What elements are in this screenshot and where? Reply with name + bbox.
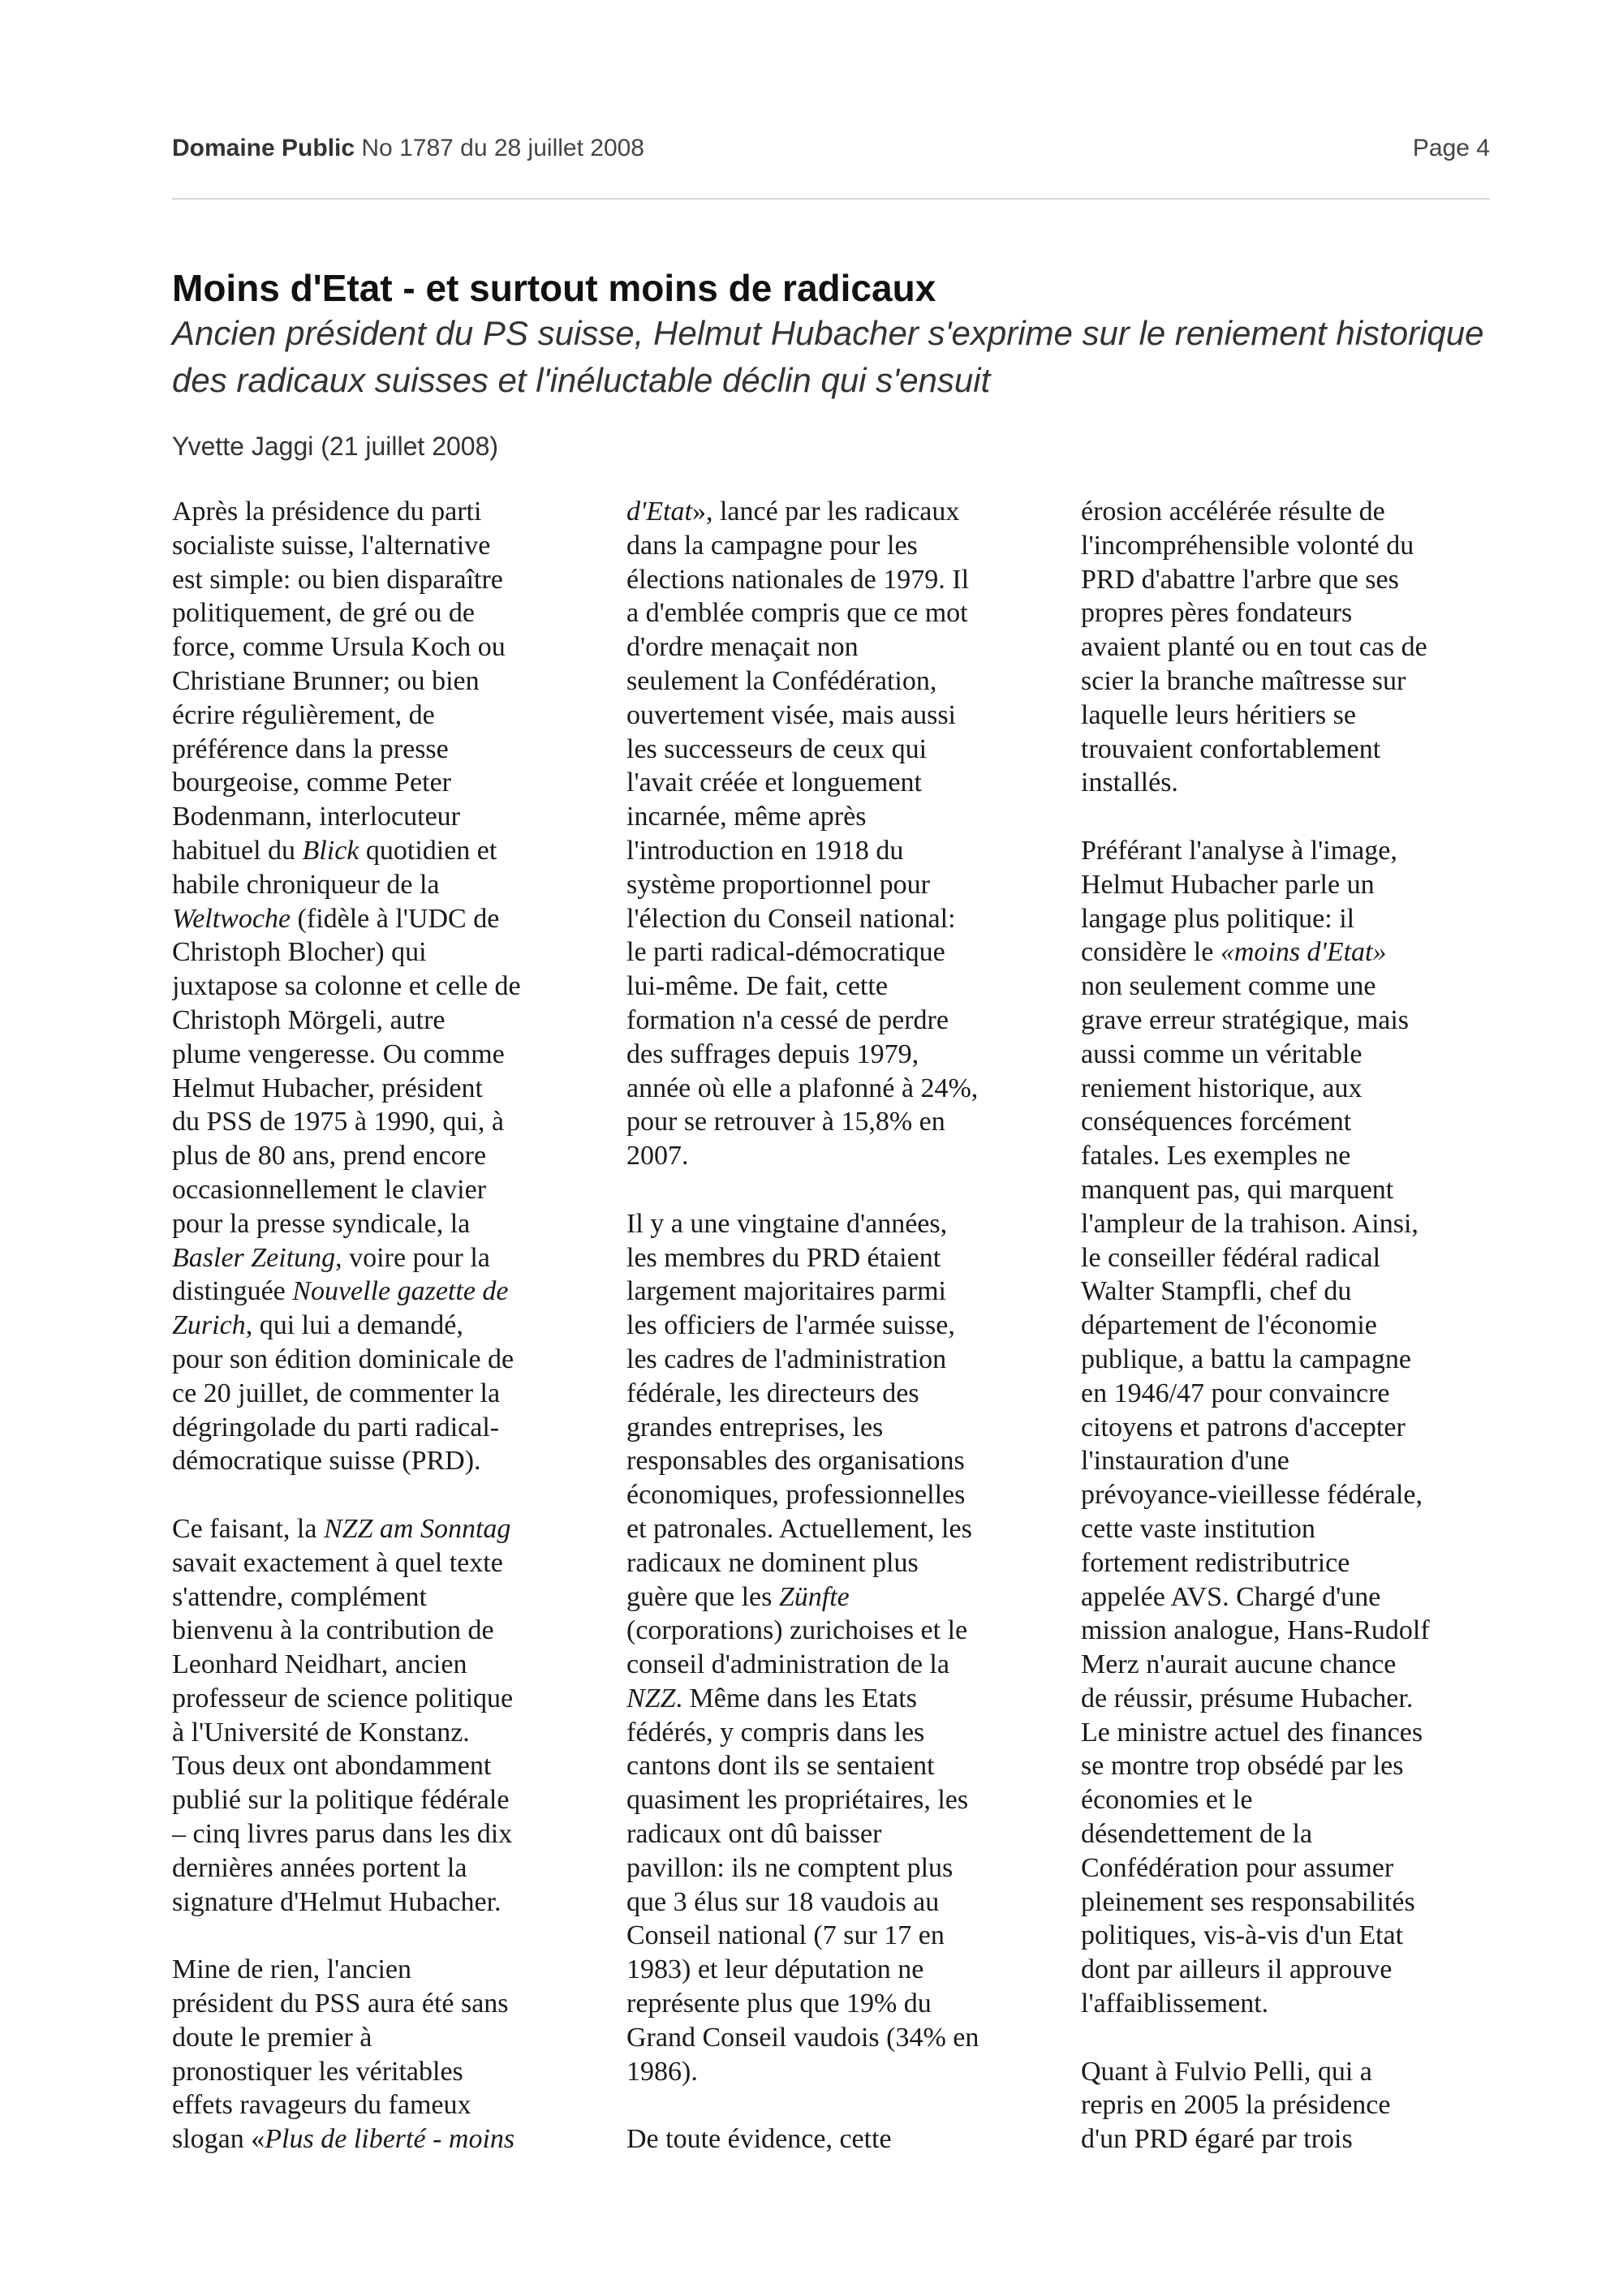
italic-text: Blick [302,835,359,866]
text-line: Confédération pour assumer [1081,1852,1394,1883]
article-body [172,495,1503,2158]
text-line: (corporations) zurichoises et le [626,1615,968,1646]
text-line: formation n'a cessé de perdre [626,1004,949,1035]
text-line: que 3 élus sur 18 vaudois au [626,1886,940,1917]
text-line: Le ministre actuel des finances [1081,1717,1423,1748]
text-line: avaient planté ou en tout cas de [1081,632,1427,663]
text-line: l'ampleur de la trahison. Ainsi, [1081,1208,1419,1239]
text-line: occasionnellement le clavier [172,1174,487,1205]
paragraph [1081,2055,1503,2156]
text-line: installés. [1081,767,1178,798]
text-line: Helmut Hubacher parle un [1081,869,1375,900]
text-line: radicaux ont dû baisser [626,1819,882,1850]
text-line: se montre trop obsédé par les [1081,1751,1404,1782]
text-line: Helmut Hubacher, président [172,1073,483,1103]
italic-text: d'Etat [626,497,692,527]
text-line: juxtapose sa colonne et celle de [172,971,521,1002]
text-line: dans la campagne pour les [626,530,918,561]
paragraph [626,495,1048,1173]
text-line: politiques, vis-à-vis d'un Etat [1081,1920,1404,1951]
paragraph [626,1207,1048,2089]
text-line: le parti radical-démocratique [626,937,945,968]
text-line: et patronales. Actuellement, les [626,1513,972,1544]
text-line: économies et le [1081,1785,1253,1816]
text-line: système proportionnel pour [626,869,930,900]
text-line: l'avait créée et longuement [626,767,922,798]
italic-text: Weltwoche [172,903,291,934]
italic-text: Zünfte [778,1581,850,1612]
text-line: l'incompréhensible volonté du [1081,530,1414,561]
paragraph [172,1953,594,2156]
text-line: représente plus que 19% du [626,1989,932,2019]
text-line: fédérale, les directeurs des [626,1378,919,1408]
text-line: préférence dans la presse [172,733,449,764]
text-line: à l'Université de Konstanz. [172,1717,470,1748]
text-line: effets ravageurs du fameux [172,2090,471,2121]
header-divider [172,198,1490,200]
publication-name: Domaine Public [172,135,355,161]
text-line: Basler Zeitung, voire pour la [172,1242,490,1273]
text-line: Après la présidence du parti [172,497,482,527]
text-line: publique, a battu la campagne [1081,1344,1411,1374]
text-line: d'un PRD égaré par trois [1081,2124,1353,2155]
page-number: Page 4 [1412,135,1490,161]
text-line: année où elle a plafonné à 24%, [626,1073,979,1103]
text-line: force, comme Ursula Koch ou [172,632,506,663]
text-line: conséquences forcément [1081,1107,1352,1137]
text-line: trouvaient confortablement [1081,733,1381,764]
text-line: élections nationales de 1979. Il [626,564,970,595]
text-line: fatales. Les exemples ne [1081,1141,1351,1172]
text-line: l'instauration d'une [1081,1446,1289,1477]
text-line: Christiane Brunner; ou bien [172,665,480,696]
text-line: cantons dont ils se sentaient [626,1751,935,1782]
text-line: propres pères fondateurs [1081,598,1353,629]
text-line: cette vaste institution [1081,1513,1315,1544]
text-line: largement majoritaires parmi [626,1276,947,1307]
text-line: Leonhard Neidhart, ancien [172,1649,467,1680]
text-line: bourgeoise, comme Peter [172,767,452,798]
text-line: fédérés, y compris dans les [626,1717,925,1748]
text-line: radicaux ne dominent plus [626,1547,919,1578]
text-line: le conseiller fédéral radical [1081,1242,1381,1273]
text-line: Ce faisant, la NZZ am Sonntag [172,1513,511,1544]
text-line: responsables des organisations [626,1446,965,1477]
text-line: aussi comme un véritable [1081,1038,1363,1069]
text-line: érosion accélérée résulte de [1081,497,1385,527]
text-line: dont par ailleurs il approuve [1081,1954,1393,1985]
text-line: Mine de rien, l'ancien [172,1954,412,1985]
page-header [172,135,1490,162]
paragraph [1081,495,1503,800]
text-line: bienvenu à la contribution de [172,1615,494,1646]
issue-info: No 1787 du 28 juillet 2008 [361,135,644,161]
text-line: professeur de science politique [172,1683,514,1713]
text-line: socialiste suisse, l'alternative [172,530,491,561]
text-line: Walter Stampfli, chef du [1081,1276,1352,1307]
text-line: pour son édition dominicale de [172,1344,514,1374]
text-line: habituel du Blick quotidien et [172,835,497,866]
paragraph [626,2122,1048,2156]
text-line: Weltwoche (fidèle à l'UDC de [172,903,500,934]
article-byline: Yvette Jaggi (21 juillet 2008) [172,432,499,461]
text-line: département de l'économie [1081,1310,1377,1341]
text-line: publié sur la politique fédérale [172,1785,510,1816]
text-line: est simple: ou bien disparaître [172,564,503,595]
text-line: Préférant l'analyse à l'image, [1081,835,1397,866]
text-line: Tous deux ont abondamment [172,1751,492,1782]
text-line: en 1946/47 pour convaincre [1081,1378,1390,1408]
text-line: les cadres de l'administration [626,1344,947,1374]
text-line: 1983) et leur députation ne [626,1954,924,1985]
text-line: pavillon: ils ne comptent plus [626,1852,954,1883]
text-line: mission analogue, Hans-Rudolf [1081,1615,1430,1646]
text-line: Il y a une vingtaine d'années, [626,1208,948,1239]
text-line: d'ordre menaçait non [626,632,859,663]
text-line: conseil d'administration de la [626,1649,949,1680]
text-line: considère le «moins d'Etat» [1081,937,1387,968]
text-line: NZZ. Même dans les Etats [626,1683,917,1713]
text-line: les membres du PRD étaient [626,1242,941,1273]
text-line: slogan «Plus de liberté - moins [172,2124,515,2155]
text-line: grandes entreprises, les [626,1412,884,1443]
text-line: pour la presse syndicale, la [172,1208,471,1239]
text-line: Christoph Mörgeli, autre [172,1004,446,1035]
text-line: de réussir, présume Hubacher. [1081,1683,1414,1713]
text-line: s'attendre, complément [172,1581,427,1612]
text-line: laquelle leurs héritiers se [1081,699,1356,730]
text-line: président du PSS aura été sans [172,1989,509,2019]
paragraph [1081,834,1503,2021]
text-line: prévoyance-vieillesse fédérale, [1081,1480,1423,1511]
text-line: dégringolade du parti radical- [172,1412,500,1443]
text-line: citoyens et patrons d'accepter [1081,1412,1406,1443]
paragraph [172,495,594,1478]
text-line: démocratique suisse (PRD). [172,1446,481,1477]
text-column-3 [1081,495,1503,2158]
text-line: 1986). [626,2056,698,2087]
italic-text: NZZ am Sonntag [323,1513,511,1544]
text-line: pleinement ses responsabilités [1081,1886,1415,1917]
text-line: pronostiquer les véritables [172,2056,463,2087]
text-line: plume vengeresse. Ou comme [172,1038,505,1069]
text-line: l'introduction en 1918 du [626,835,904,866]
text-line: d'Etat», lancé par les radicaux [626,497,960,527]
text-line: l'élection du Conseil national: [626,903,956,934]
text-line: habile chroniqueur de la [172,869,440,900]
text-line: fortement redistributrice [1081,1547,1350,1578]
text-line: grave erreur stratégique, mais [1081,1004,1410,1035]
italic-text: Nouvelle gazette de [292,1276,509,1307]
italic-text: «moins d'Etat» [1220,937,1387,968]
text-line: Zurich, qui lui a demandé, [172,1310,463,1341]
text-line: distinguée Nouvelle gazette de [172,1276,509,1307]
text-line: non seulement comme une [1081,971,1376,1002]
text-line: De toute évidence, cette [626,2124,892,2155]
text-line: lui-même. De fait, cette [626,971,888,1002]
text-line: seulement la Confédération, [626,665,937,696]
text-line: Conseil national (7 sur 17 en [626,1920,945,1951]
text-line: reniement historique, aux [1081,1073,1363,1103]
text-column-1 [172,495,594,2158]
text-line: économiques, professionnelles [626,1480,966,1511]
text-line: signature d'Helmut Hubacher. [172,1886,502,1917]
article-subtitle: Ancien président du PS suisse, Helmut Hubacher s'exprime sur le reniement historique des radicaux suisses et l'inéluctable déclin qui s'ensuit [172,314,1484,399]
text-line: appelée AVS. Chargé d'une [1081,1581,1381,1612]
text-line: quasiment les propriétaires, les [626,1785,969,1816]
text-line: 2007. [626,1141,689,1172]
text-line: repris en 2005 la présidence [1081,2090,1391,2121]
italic-text: NZZ [626,1683,676,1713]
italic-text: Basler Zeitung [172,1242,336,1273]
text-line: du PSS de 1975 à 1990, qui, à [172,1107,504,1137]
text-line: manquent pas, qui marquent [1081,1174,1394,1205]
text-line: dernières années portent la [172,1852,467,1883]
text-line: Christoph Blocher) qui [172,937,427,968]
text-line: Merz n'aurait aucune chance [1081,1649,1397,1680]
text-line: – cinq livres parus dans les dix [172,1819,513,1850]
text-line: Quant à Fulvio Pelli, qui a [1081,2056,1372,2087]
italic-text: Zurich [172,1310,246,1341]
text-line: ce 20 juillet, de commenter la [172,1378,501,1408]
text-line: Bodenmann, interlocuteur [172,802,461,832]
article-title: Moins d'Etat - et surtout moins de radicaux [172,267,936,309]
italic-text: Plus de liberté - moins [265,2124,515,2155]
text-line: ouvertement visée, mais aussi [626,699,957,730]
text-line: les successeurs de ceux qui [626,733,928,764]
text-line: scier la branche maîtresse sur [1081,665,1406,696]
text-line: l'affaiblissement. [1081,1989,1269,2019]
text-line: plus de 80 ans, prend encore [172,1141,487,1172]
text-line: écrire régulièrement, de [172,699,435,730]
text-line: doute le premier à [172,2022,372,2053]
text-line: a d'emblée compris que ce mot [626,598,968,629]
text-line: Grand Conseil vaudois (34% en [626,2022,979,2053]
text-line: pour se retrouver à 15,8% en [626,1107,945,1137]
text-line: savait exactement à quel texte [172,1547,503,1578]
text-line: langage plus politique: il [1081,903,1355,934]
text-line: politiquement, de gré ou de [172,598,475,629]
text-line: guère que les Zünfte [626,1581,850,1612]
text-line: PRD d'abattre l'arbre que ses [1081,564,1399,595]
text-column-2 [626,495,1048,2158]
paragraph [172,1512,594,1920]
text-line: désendettement de la [1081,1819,1313,1850]
text-line: des suffrages depuis 1979, [626,1038,919,1069]
text-line: les officiers de l'armée suisse, [626,1310,955,1341]
text-line: incarnée, même après [626,802,867,832]
